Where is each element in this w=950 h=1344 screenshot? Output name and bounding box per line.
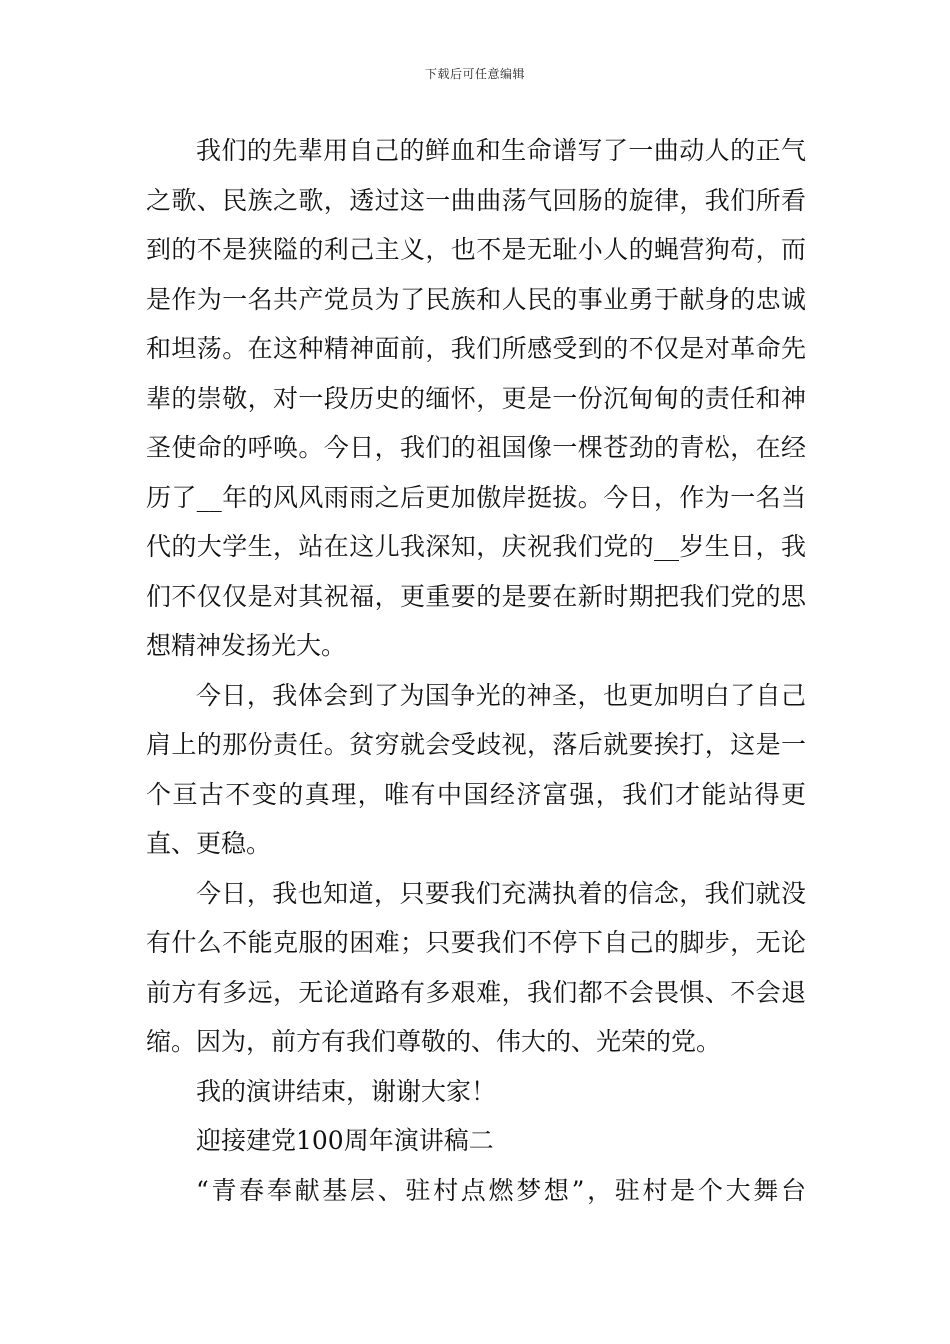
paragraph-1: 我们的先辈用自己的鲜血和生命谱写了一曲动人的正气之歌、民族之歌，透过这一曲曲荡气回肠的旋律，我们所看到的不是狭隘的利己主义，也不是无耻小人的蝇营狗苟，而是作为一名共产党员为了民族和人民的事业勇于献身的忠诚和坦荡。在这种精神面前，我们所感受到的不仅是对革命先辈的崇敬，对一段历史的缅怀，更是一份沉甸甸的责任和神圣使命的呼唤。今日，我们的祖国像一棵苍劲的青松，在经历了__年的风风雨雨之后更加傲岸挺拔。今日，作为一名当代的大学生，站在这儿我深知，庆祝我们党的__岁生日，我们不仅仅是对其祝福，更重要的是要在新时期把我们党的思想精神发扬光大。 [146,136,806,660]
closing-line: 我的演讲结束，谢谢大家！ [196,1076,497,1106]
paragraph-4: “青春奉献基层、驻村点燃梦想”，驻村是个大舞台 [196,1175,806,1205]
section-title: 迎接建党100周年演讲稿二 [196,1126,494,1155]
paragraph-3: 今日，我也知道，只要我们充满执着的信念，我们就没有什么不能克服的困难；只要我们不停下自己的脚步，无论前方有多远，无论道路有多艰难，我们都不会畏惧、不会退缩。因为，前方有我们尊敬的、伟大的、光荣的党。 [146,878,806,1056]
paragraph-2: 今日，我体会到了为国争光的神圣，也更加明白了自己肩上的那份责任。贫穷就会受歧视，落后就要挨打，这是一个亘古不变的真理，唯有中国经济富强，我们才能站得更直、更稳。 [146,680,806,858]
page-header: 下载后可任意编辑 [424,67,525,81]
document-body [146,126,806,1215]
